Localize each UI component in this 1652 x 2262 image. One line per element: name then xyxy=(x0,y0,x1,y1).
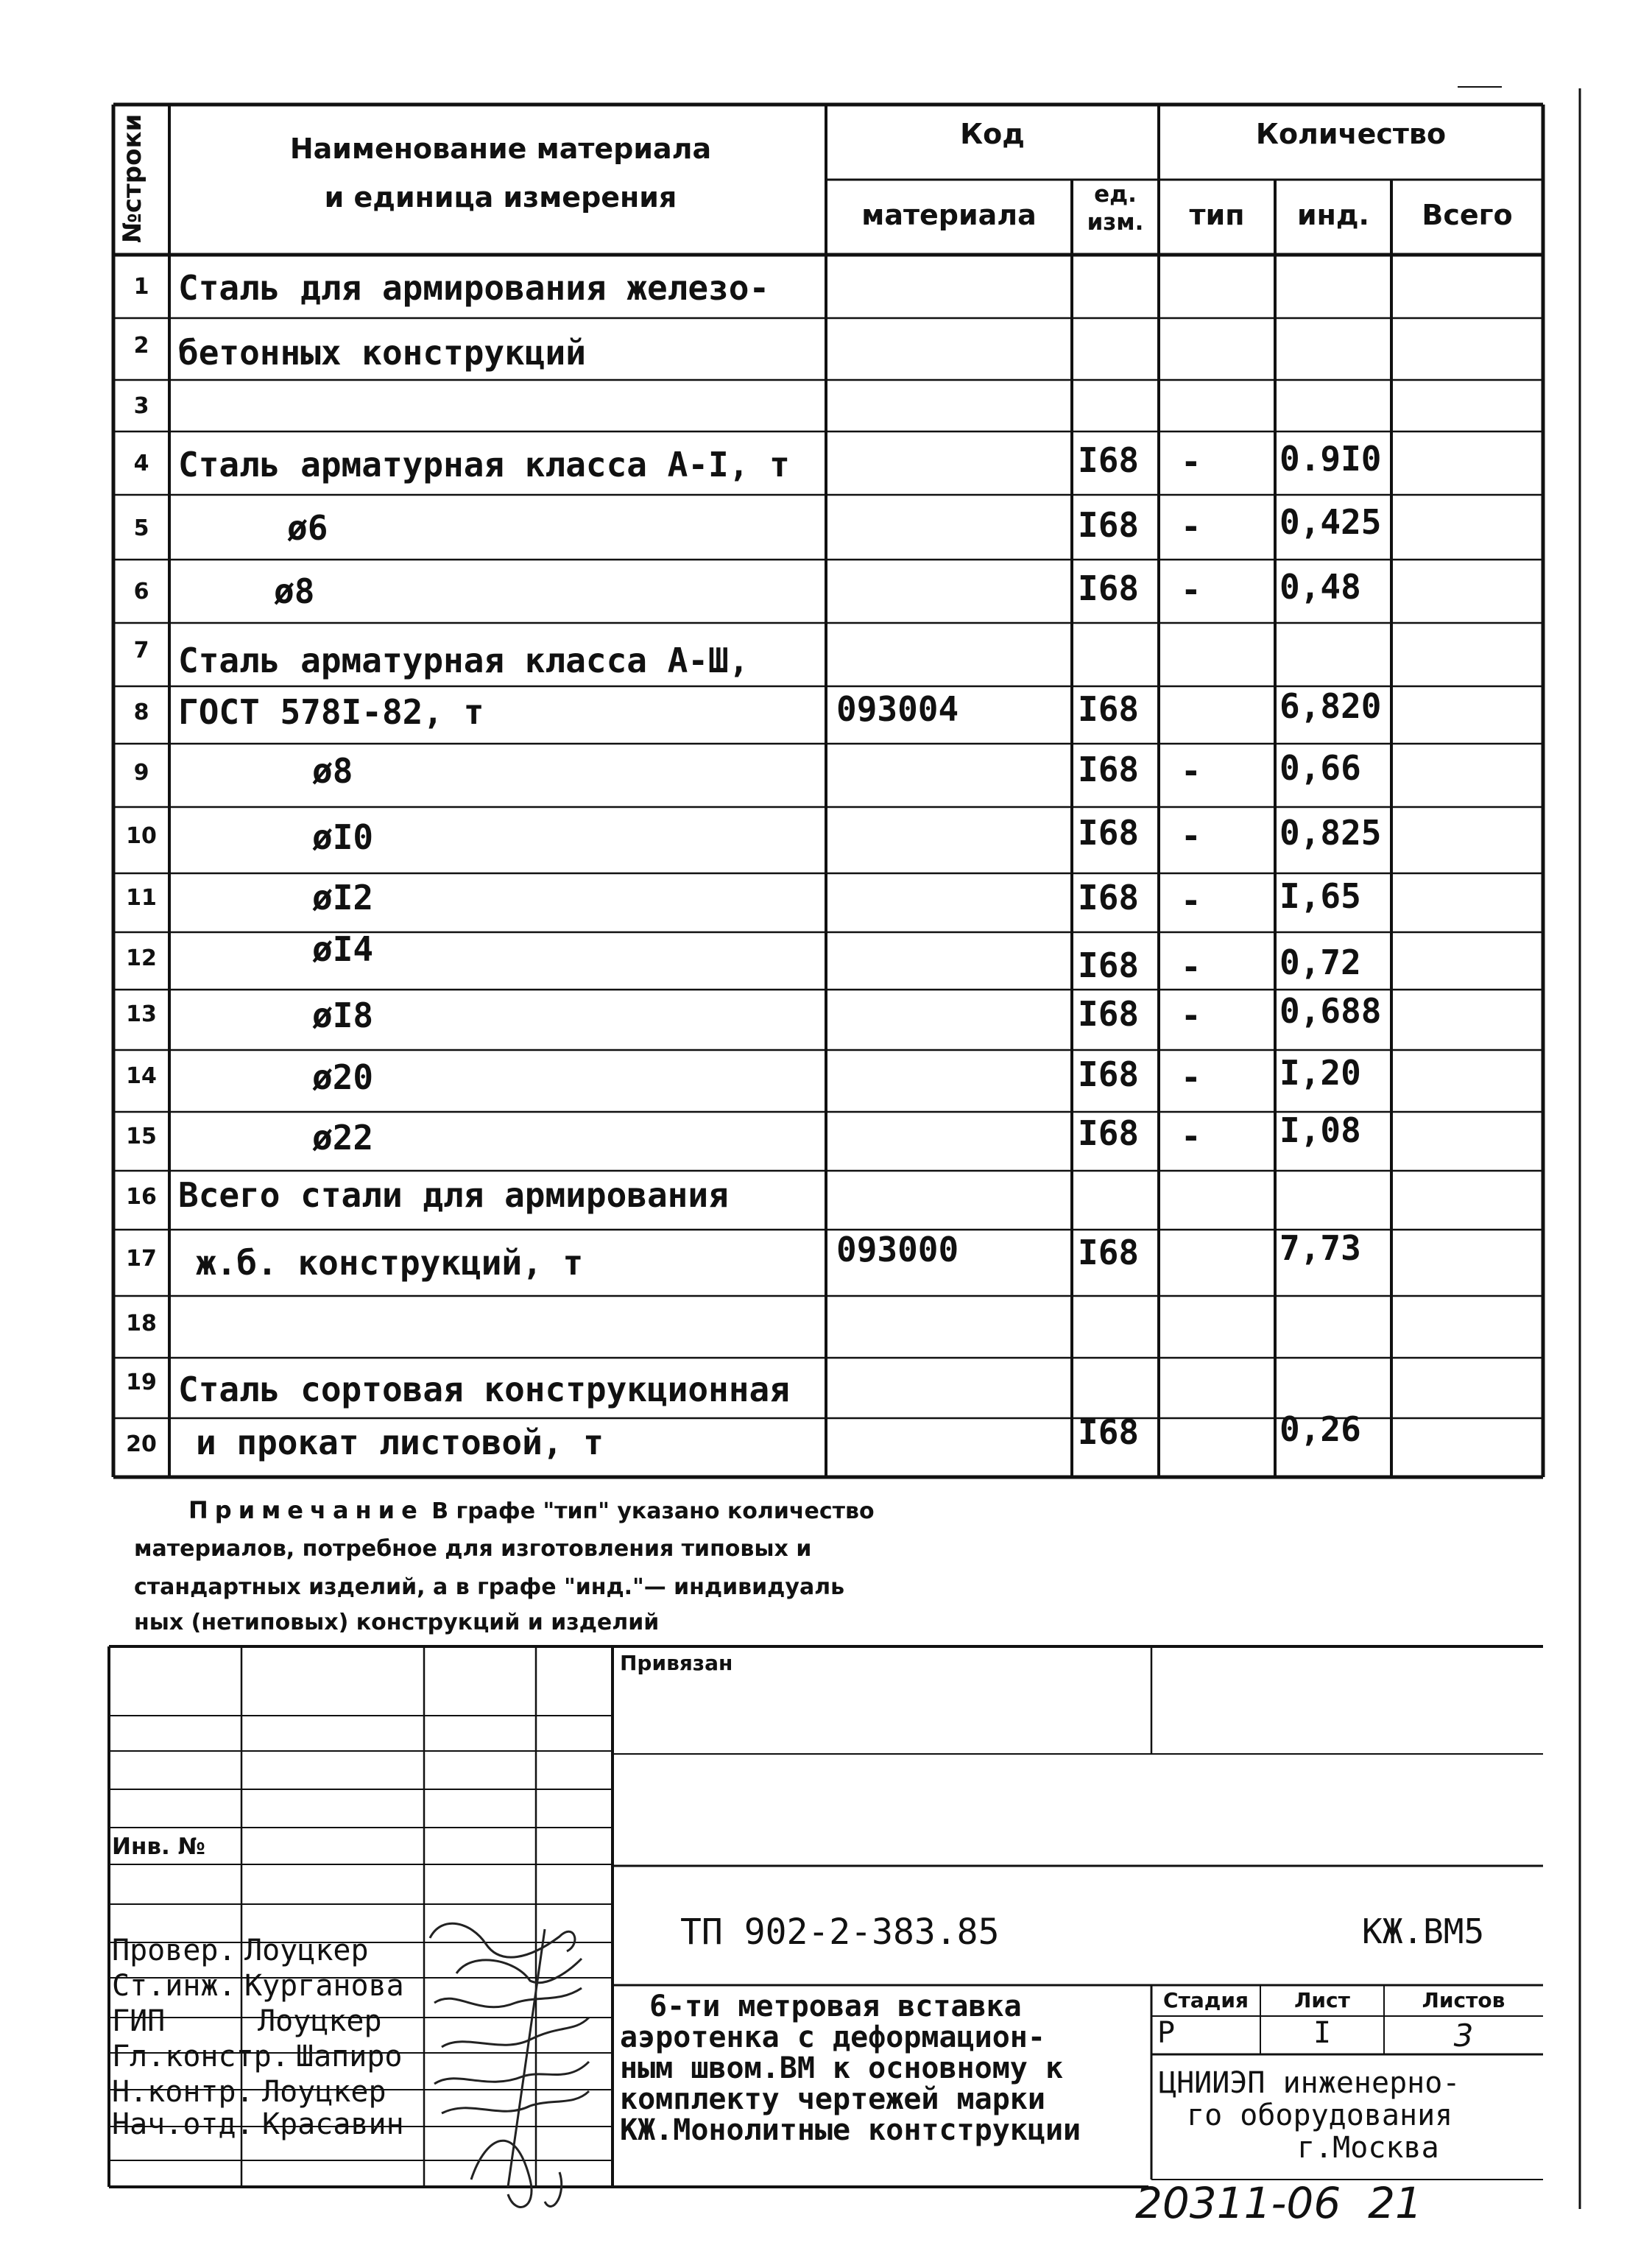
row-ind: 0,72 xyxy=(1279,942,1361,982)
header-quantity: Количество xyxy=(1255,118,1447,150)
row-type: - xyxy=(1181,1057,1201,1097)
row-type: - xyxy=(1181,816,1201,856)
sheets-value: 3 xyxy=(1453,2018,1474,2054)
row-type: - xyxy=(1181,570,1201,610)
signature-role: Провер. xyxy=(112,1934,236,1967)
signature-name: Лоуцкер xyxy=(258,2004,382,2038)
sheet-label: Лист xyxy=(1294,1988,1350,2012)
row-name: Сталь для армирования железо- xyxy=(178,268,770,308)
row-unit: I68 xyxy=(1078,505,1140,545)
row-type: - xyxy=(1181,751,1201,791)
stage-label: Стадия xyxy=(1163,1988,1249,2012)
archive-number: 20311-06 21 xyxy=(1135,2178,1422,2228)
row-number: 12 xyxy=(126,945,157,971)
row-type: - xyxy=(1181,442,1201,482)
row-ind: 0,48 xyxy=(1279,567,1361,607)
row-ind: 0,688 xyxy=(1279,991,1382,1031)
header-material: материала xyxy=(861,199,1037,231)
note-line3: стандартных изделий, а в графе "инд."— индивидуаль xyxy=(134,1574,845,1600)
row-unit: I68 xyxy=(1078,813,1140,853)
signatures-scribble xyxy=(430,1923,589,2207)
signature-name: Красавин xyxy=(262,2107,404,2141)
row-unit: I68 xyxy=(1078,1412,1140,1452)
signature-role: Нач.отд. xyxy=(112,2107,254,2141)
row-number: 14 xyxy=(126,1063,157,1089)
row-number: 20 xyxy=(126,1431,157,1457)
row-ind: I,20 xyxy=(1279,1053,1361,1093)
row-number: 11 xyxy=(126,885,157,911)
row-name: ø8 xyxy=(274,571,315,611)
row-number: 1 xyxy=(133,274,149,300)
row-unit: I68 xyxy=(1078,994,1140,1034)
row-type: - xyxy=(1181,947,1201,987)
row-name: øI2 xyxy=(312,878,374,917)
row-number: 17 xyxy=(126,1246,157,1272)
header-type: тип xyxy=(1189,199,1245,231)
row-number: 13 xyxy=(126,1001,157,1027)
row-name: Сталь арматурная класса А-I, т xyxy=(178,445,790,485)
row-number: 4 xyxy=(133,451,149,476)
signature-name: Курганова xyxy=(244,1969,404,2003)
row-type: - xyxy=(1181,881,1201,920)
row-number: 6 xyxy=(133,579,149,605)
row-ind: I,08 xyxy=(1279,1110,1361,1150)
row-name: и прокат листовой, т xyxy=(196,1423,604,1462)
signature-role: Ст.инж. xyxy=(112,1969,236,2003)
header-unit-line2: изм. xyxy=(1087,209,1144,236)
row-unit: I68 xyxy=(1078,689,1140,729)
row-number: 10 xyxy=(126,823,157,849)
row-number: 2 xyxy=(133,333,149,359)
header-total: Всего xyxy=(1422,199,1513,231)
row-number: 8 xyxy=(133,700,149,725)
header-unit-line1: ед. xyxy=(1094,181,1137,208)
header-name-line2: и единица измерения xyxy=(324,181,677,214)
signature-role: ГИП xyxy=(112,2004,166,2038)
row-name: øI0 xyxy=(312,817,374,857)
organization-line: ЦНИИЭП инженерно- xyxy=(1159,2066,1461,2100)
row-name: ø22 xyxy=(312,1118,374,1158)
row-name: Всего стали для армирования xyxy=(178,1175,729,1215)
organization-line: г.Москва xyxy=(1297,2131,1439,2165)
row-unit: I68 xyxy=(1078,878,1140,917)
row-name: Сталь арматурная класса А-Ш, xyxy=(178,641,749,680)
sheets-label: Листов xyxy=(1422,1988,1505,2012)
inventory-number-label: Инв. № xyxy=(112,1833,205,1860)
row-ind: I,65 xyxy=(1279,876,1361,916)
row-name: бетонных конструкций xyxy=(178,333,586,373)
row-name: ø20 xyxy=(312,1057,374,1097)
row-ind: 0.9I0 xyxy=(1279,439,1382,479)
row-number: 5 xyxy=(133,515,149,541)
row-number: 19 xyxy=(126,1370,157,1395)
signature-name: Шапиро xyxy=(296,2040,403,2074)
row-ind: 0,26 xyxy=(1279,1409,1361,1449)
row-name: Сталь сортовая конструкционная xyxy=(178,1370,790,1409)
row-name: ГОСТ 578I-82, т xyxy=(178,692,484,732)
sheet-value: I xyxy=(1313,2016,1332,2050)
row-code: 093000 xyxy=(836,1230,959,1269)
row-number: 3 xyxy=(133,393,149,419)
note-line2: материалов, потребное для изготовления типовых и xyxy=(134,1536,812,1562)
header-row-number: №строки xyxy=(118,113,147,243)
row-ind: 0,66 xyxy=(1279,748,1361,788)
row-type: - xyxy=(1181,1116,1201,1156)
signature-name: Лоуцкер xyxy=(244,1934,369,1967)
row-unit: I68 xyxy=(1078,568,1140,608)
row-ind: 0,825 xyxy=(1279,813,1382,853)
description-line: ным швом.ВМ к основному к xyxy=(620,2051,1064,2085)
row-number: 16 xyxy=(126,1184,157,1210)
row-name: ж.б. конструкций, т xyxy=(196,1243,584,1283)
signature-role: Н.контр. xyxy=(112,2075,254,2109)
header-code: Код xyxy=(960,118,1025,150)
row-number: 9 xyxy=(133,760,149,786)
row-unit: I68 xyxy=(1078,1054,1140,1094)
row-number: 15 xyxy=(126,1124,157,1149)
row-type: - xyxy=(1181,996,1201,1035)
row-ind: 7,73 xyxy=(1279,1228,1361,1268)
row-number: 18 xyxy=(126,1311,157,1336)
row-unit: I68 xyxy=(1078,945,1140,985)
row-code: 093004 xyxy=(836,689,959,729)
row-ind: 6,820 xyxy=(1279,686,1382,726)
drawing-mark: КЖ.ВМ5 xyxy=(1362,1912,1485,1951)
document-code: ТП 902-2-383.85 xyxy=(680,1912,1000,1953)
row-type: - xyxy=(1181,507,1201,546)
row-name: ø8 xyxy=(312,751,353,791)
row-unit: I68 xyxy=(1078,1113,1140,1153)
description-line: аэротенка с деформацион- xyxy=(620,2020,1045,2054)
row-name: øI4 xyxy=(312,929,374,969)
description-line: КЖ.Монолитные контструкции xyxy=(620,2113,1081,2147)
row-name: ø6 xyxy=(287,508,328,548)
row-name: øI8 xyxy=(312,996,374,1035)
row-unit: I68 xyxy=(1078,750,1140,789)
row-number: 7 xyxy=(133,638,149,663)
row-unit: I68 xyxy=(1078,1233,1140,1272)
note-text: В графе "тип" указано количество xyxy=(431,1498,875,1524)
header-ind: инд. xyxy=(1296,199,1369,231)
stage-value: Р xyxy=(1157,2016,1176,2050)
note-line4: ных (нетиповых) конструкций и изделий xyxy=(134,1610,660,1635)
description-line: 6-ти метровая вставка xyxy=(649,1990,1022,2023)
organization-line: го оборудования xyxy=(1187,2099,1453,2132)
signature-name: Лоуцкер xyxy=(262,2075,386,2109)
note-title: Примечание xyxy=(188,1496,424,1524)
note-line1 xyxy=(188,1496,875,1524)
signature-role: Гл.констр. xyxy=(112,2040,289,2074)
privyazan-label: Привязан xyxy=(620,1651,733,1675)
description-line: комплекту чертежей марки xyxy=(620,2082,1045,2116)
row-ind: 0,425 xyxy=(1279,502,1382,542)
row-unit: I68 xyxy=(1078,440,1140,480)
header-name-line1: Наименование материала xyxy=(289,133,712,165)
